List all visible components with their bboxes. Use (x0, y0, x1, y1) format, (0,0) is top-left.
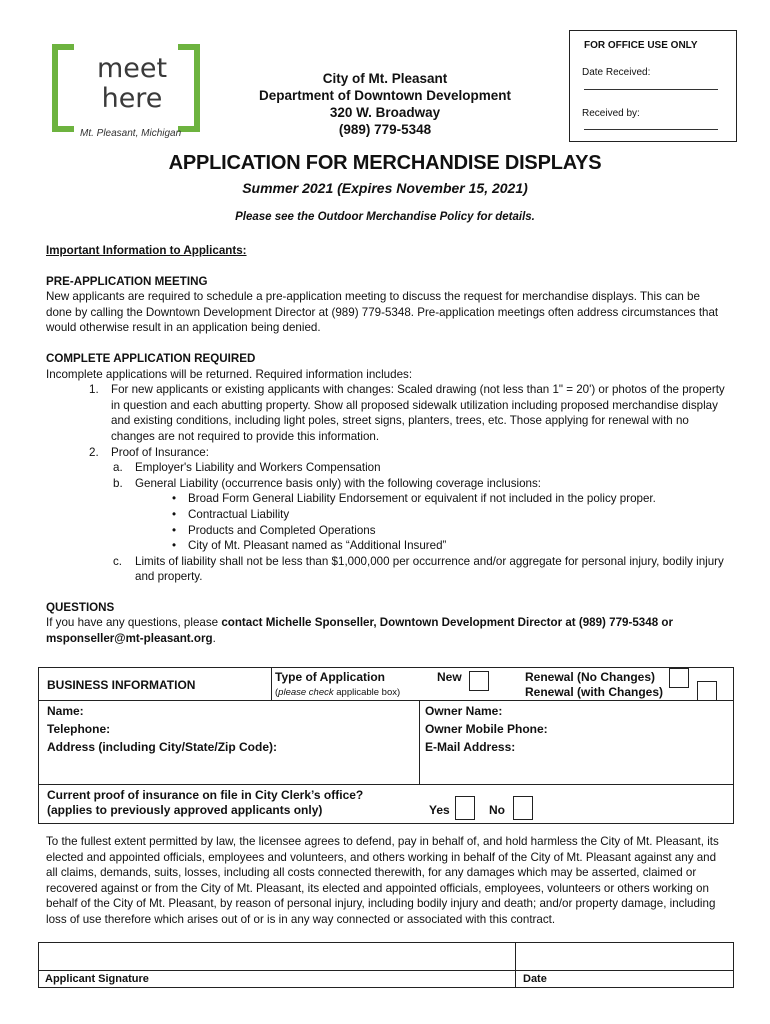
applicant-signature-field[interactable] (39, 943, 515, 970)
insurance-question-note: (applies to previously approved applicants only) (47, 803, 323, 817)
logo-right-bracket (178, 44, 200, 132)
yes-checkbox[interactable] (455, 796, 475, 820)
office-use-title: FOR OFFICE USE ONLY (584, 40, 698, 51)
indemnification-clause: To the fullest extent permitted by law, the licensee agrees to defend, pay in behalf of, and hold harmless the City of Mt. Pleasant, its elected and appointed officials, employees and volunteers, and others working in behalf of the City of Mt. Pleasant against any and all claims, demands, suits, losses, including all costs connected therewith, for any damages which may be asserted, claimed or recovered against or from the City of Mt. Pleasant, its elected and appointed officials, employees, volunteers or others working on behalf of the City of Mt. Pleasant, by reason of personal injury, including bodily injury and death; and/or property damage, including loss of use therefore which arises out of or is in any way connected or associated with this contract. (46, 835, 719, 926)
pre-app-text: New applicants are required to schedule a pre-application meeting to discuss the request for merchandise displays. This can be done by calling the Downtown Development Director at (989) 779-5348. Pre-application meetings often address circumstances that would otherwise result in an application being denied. (46, 290, 719, 335)
page-subtitle: Summer 2021 (Expires November 15, 2021) (242, 180, 528, 196)
owner-mobile-field[interactable]: Owner Mobile Phone: (425, 722, 548, 736)
address-field[interactable]: Address (including City/State/Zip Code): (47, 740, 278, 754)
application-type-hint: (please check applicable box) (275, 687, 401, 698)
insurance-question: Current proof of insurance on file in City Clerk’s office? (47, 788, 364, 802)
pre-app-heading: PRE-APPLICATION MEETING (46, 274, 208, 288)
coverage-bullet: • Broad Form General Liability Endorsement or equivalent if not included in the policy proper. (174, 491, 726, 507)
page-title: APPLICATION FOR MERCHANDISE DISPLAYS (168, 152, 602, 174)
signature-table (38, 942, 734, 988)
policy-note: Please see the Outdoor Merchandise Policy for details. (235, 211, 535, 223)
renewal-with-changes-checkbox[interactable] (697, 681, 717, 701)
received-by-label: Received by: (582, 108, 640, 119)
header-phone: (989) 779-5348 (338, 122, 432, 137)
email-field[interactable]: E-Mail Address: (425, 740, 516, 754)
insurance-item-a: a. Employer's Liability and Workers Compensation (113, 461, 381, 475)
renewal-with-changes-label: Renewal (with Changes) (525, 685, 664, 699)
important-heading: Important Information to Applicants: (46, 244, 247, 257)
date-label: Date (523, 973, 547, 985)
renewal-no-changes-checkbox[interactable] (669, 668, 689, 688)
header-department: Department of Downtown Development (258, 88, 511, 103)
business-information-form (38, 667, 734, 824)
insurance-item-c: c. Limits of liability shall not be less than $1,000,000 per occurrence and/or aggregate for personal injury, bodily injury and property. (113, 554, 724, 584)
date-received-label: Date Received: (582, 67, 651, 78)
new-label: New (437, 670, 462, 684)
requirement-item-1: 1. For new applicants or existing applicants with changes: Scaled drawing (not less than 1" = 20') or photos of the property in question and each abutting property. Show all proposed sidewalk utilization including proposed merchandise display and existing conditions, including light poles, street signs, planters, trees, etc. Those applying for renewal with no changes are not required to provide this information. (89, 383, 725, 443)
header-city: City of Mt. Pleasant (322, 71, 448, 86)
logo-word-meet: meet (96, 53, 168, 84)
insurance-item-b: b. General Liability (occurrence basis only) with the following coverage inclusions: (113, 476, 541, 490)
contact-info[interactable]: contact Michelle Sponseller, Downtown Development Director at (989) 779-5348 or msponseller@mt-pleasant.org (46, 616, 673, 646)
complete-heading: COMPLETE APPLICATION REQUIRED (46, 351, 256, 365)
coverage-bullet: • Contractual Liability (174, 507, 726, 523)
coverage-bullet: • City of Mt. Pleasant named as “Additional Insured” (174, 538, 726, 554)
meet-here-logo (52, 44, 202, 144)
new-checkbox[interactable] (469, 671, 489, 691)
renewal-no-changes-label: Renewal (No Changes) (525, 670, 656, 684)
yes-label: Yes (429, 803, 450, 817)
name-field[interactable]: Name: (47, 704, 84, 718)
requirement-item-2: 2. Proof of Insurance: (89, 445, 209, 459)
telephone-field[interactable]: Telephone: (47, 722, 111, 736)
important-info-section (46, 243, 726, 647)
logo-word-here: here (101, 83, 163, 114)
received-by-line[interactable] (584, 129, 718, 130)
no-label: No (489, 803, 505, 817)
date-received-line[interactable] (584, 89, 718, 90)
application-type-label: Type of Application (275, 670, 385, 684)
complete-intro: Incomplete applications will be returned. Required information includes: (46, 367, 413, 381)
logo-left-bracket (52, 44, 74, 132)
coverage-bullet: • Products and Completed Operations (174, 523, 726, 539)
date-field[interactable] (516, 943, 733, 970)
applicant-signature-label: Applicant Signature (45, 973, 149, 985)
no-checkbox[interactable] (513, 796, 533, 820)
office-use-box (569, 30, 737, 142)
department-header (240, 70, 530, 138)
header-address: 320 W. Broadway (329, 105, 441, 120)
questions-heading: QUESTIONS (46, 600, 115, 614)
logo-tagline: Mt. Pleasant, Michigan (80, 128, 182, 139)
owner-name-field[interactable]: Owner Name: (425, 704, 503, 718)
questions-text: If you have any questions, please contact Michelle Sponseller, Downtown Development Director at (989) 779-5348 or msponseller@mt-pleasant.org. (46, 616, 673, 646)
business-info-label: BUSINESS INFORMATION (47, 678, 196, 692)
